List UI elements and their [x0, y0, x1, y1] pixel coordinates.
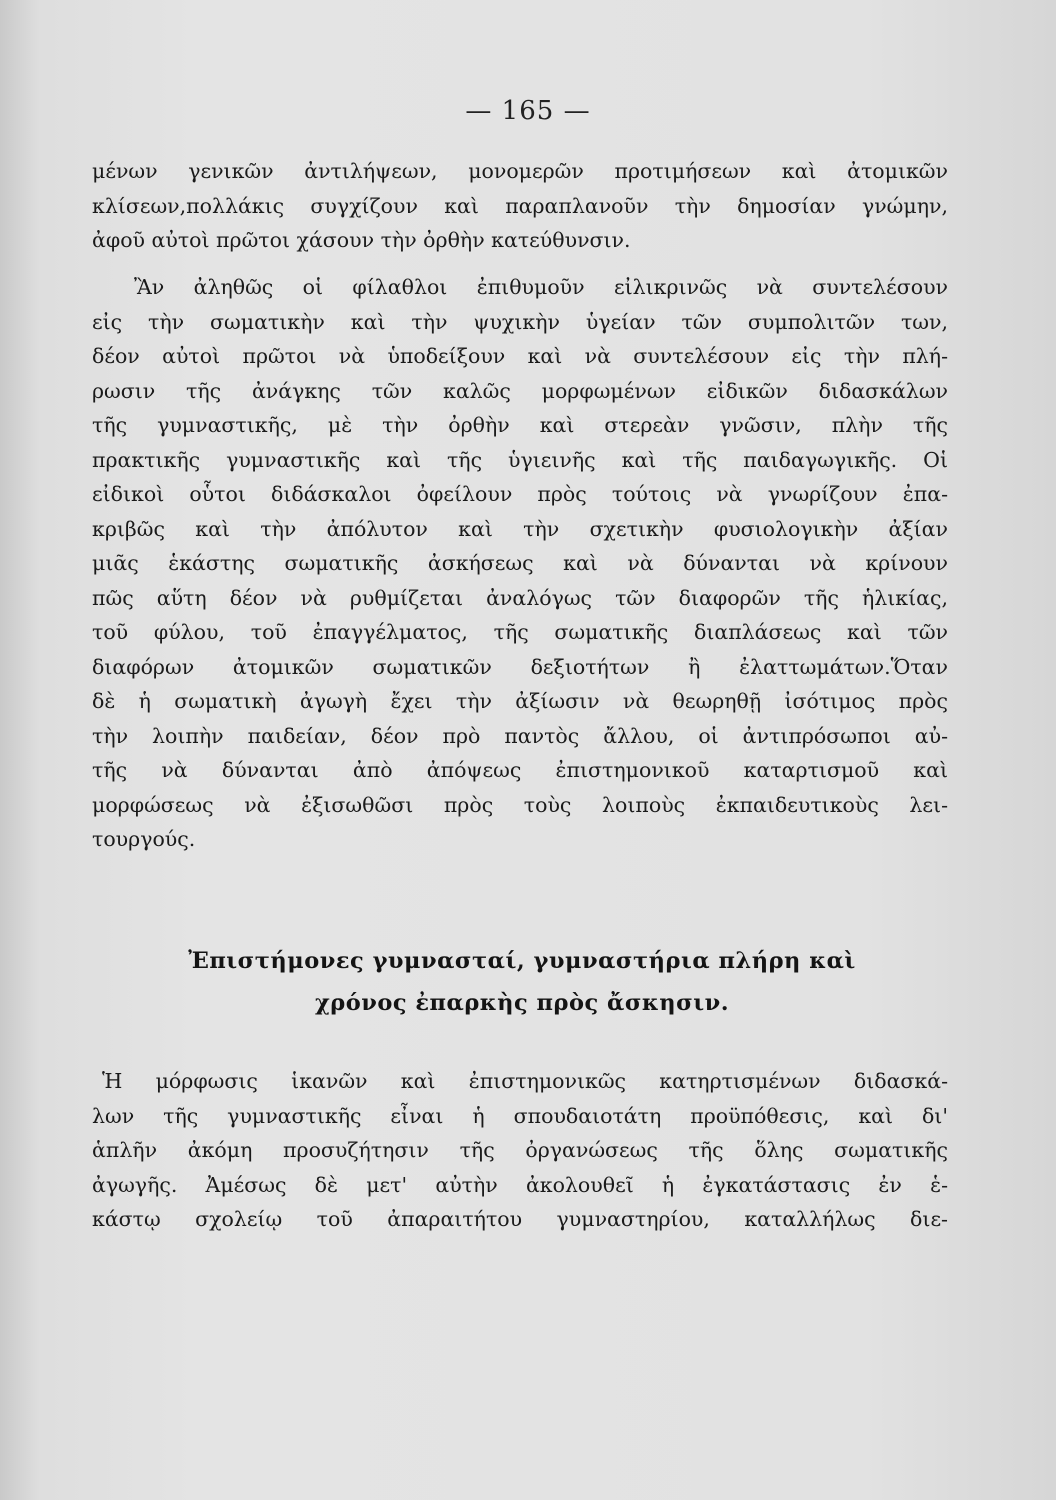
text-line: εἰδικοὶ οὗτοι διδάσκαλοι ὀφείλουν πρὸς τούτοις νὰ γνωρίζουν ἐπα-	[92, 482, 948, 506]
text-line: τὴν λοιπὴν παιδείαν, δέον πρὸ παντὸς ἄλλου, οἱ ἀντιπρόσωποι αὐ-	[92, 723, 948, 748]
section-heading	[92, 940, 952, 1024]
text-line: κριβῶς καὶ τὴν ἀπόλυτον καὶ τὴν σχετικὴν φυσιολογικὴν ἀξίαν	[92, 516, 948, 541]
text-line: ἀγωγῆς. Ἀμέσως δὲ μετ' αὐτὴν ἀκολουθεῖ ἡ ἐγκατάστασις ἐν ἑ-	[92, 1172, 948, 1197]
text-line: λων τῆς γυμναστικῆς εἶναι ἡ σπουδαιοτάτη προϋπόθεσις, καὶ δι'	[92, 1103, 948, 1128]
text-line: Ἡ μόρφωσις ἱκανῶν καὶ ἐπιστημονικῶς κατηρτισμένων διδασκά-	[102, 1069, 948, 1093]
paragraph-continuation	[92, 154, 948, 258]
page-number: — 165 —	[465, 96, 591, 126]
text-line: μορφώσεως νὰ ἐξισωθῶσι πρὸς τοὺς λοιποὺς ἐκπαιδευτικοὺς λει-	[92, 792, 948, 817]
heading-line: Ἐπιστήμονες γυμνασταί, γυμναστήρια πλήρη καὶ	[188, 948, 856, 974]
text-line: εἰς τὴν σωματικὴν καὶ τὴν ψυχικὴν ὑγείαν τῶν συμπολιτῶν των,	[92, 309, 948, 334]
text-line: ρωσιν τῆς ἀνάγκης τῶν καλῶς μορφωμένων εἰδικῶν διδασκάλων	[92, 378, 948, 403]
text-line: δέον αὐτοὶ πρῶτοι νὰ ὑποδείξουν καὶ νὰ συντελέσουν εἰς τὴν πλή-	[92, 344, 948, 368]
heading-line: χρόνος ἐπαρκὴς πρὸς ἄσκησιν.	[314, 990, 730, 1016]
text-line: πρακτικῆς γυμναστικῆς καὶ τῆς ὑγιεινῆς καὶ τῆς παιδαγωγικῆς. Οἱ	[92, 447, 948, 472]
text-line: μένων γενικῶν ἀντιλήψεων, μονομερῶν προτιμήσεων καὶ ἀτομικῶν	[92, 159, 948, 183]
text-line: ἁπλῆν ἀκόμη προσυζήτησιν τῆς ὀργανώσεως τῆς ὅλης σωματικῆς	[92, 1138, 948, 1162]
paragraph-training	[92, 1064, 948, 1237]
text-line: τῆς γυμναστικῆς, μὲ τὴν ὀρθὴν καὶ στερεὰν γνῶσιν, πλὴν τῆς	[92, 413, 948, 437]
text-line: τοῦ φύλου, τοῦ ἐπαγγέλματος, τῆς σωματικῆς διαπλάσεως καὶ τῶν	[92, 620, 948, 644]
text-line: πῶς αὕτη δέον νὰ ρυθμίζεται ἀναλόγως τῶν διαφορῶν τῆς ἡλικίας,	[92, 585, 948, 610]
text-line: διαφόρων ἀτομικῶν σωματικῶν δεξιοτήτων ἢ ἐλαττωμάτων.Ὅταν	[92, 654, 948, 679]
text-line: δὲ ἡ σωματικὴ ἀγωγὴ ἔχει τὴν ἀξίωσιν νὰ θεωρηθῇ ἰσότιμος πρὸς	[92, 689, 948, 713]
paragraph-physical-education	[92, 270, 948, 857]
text-line: κλίσεων,πολλάκις συγχίζουν καὶ παραπλανοῦν τὴν δημοσίαν γνώμην,	[92, 193, 948, 218]
text-line: ἀφοῦ αὐτοὶ πρῶτοι χάσουν τὴν ὀρθὴν κατεύθυνσιν.	[92, 228, 631, 252]
text-line: μιᾶς ἑκάστης σωματικῆς ἀσκήσεως καὶ νὰ δύνανται νὰ κρίνουν	[92, 551, 948, 575]
text-line: κάστῳ σχολείῳ τοῦ ἀπαραιτήτου γυμναστηρίου, καταλλήλως διε-	[92, 1207, 948, 1231]
text-line: τουργούς.	[92, 827, 196, 851]
text-line: τῆς νὰ δύνανται ἀπὸ ἀπόψεως ἐπιστημονικοῦ καταρτισμοῦ καὶ	[92, 758, 948, 782]
text-line: Ἂν ἀληθῶς οἱ φίλαθλοι ἐπιθυμοῦν εἰλικρινῶς νὰ συντελέσουν	[134, 275, 948, 299]
